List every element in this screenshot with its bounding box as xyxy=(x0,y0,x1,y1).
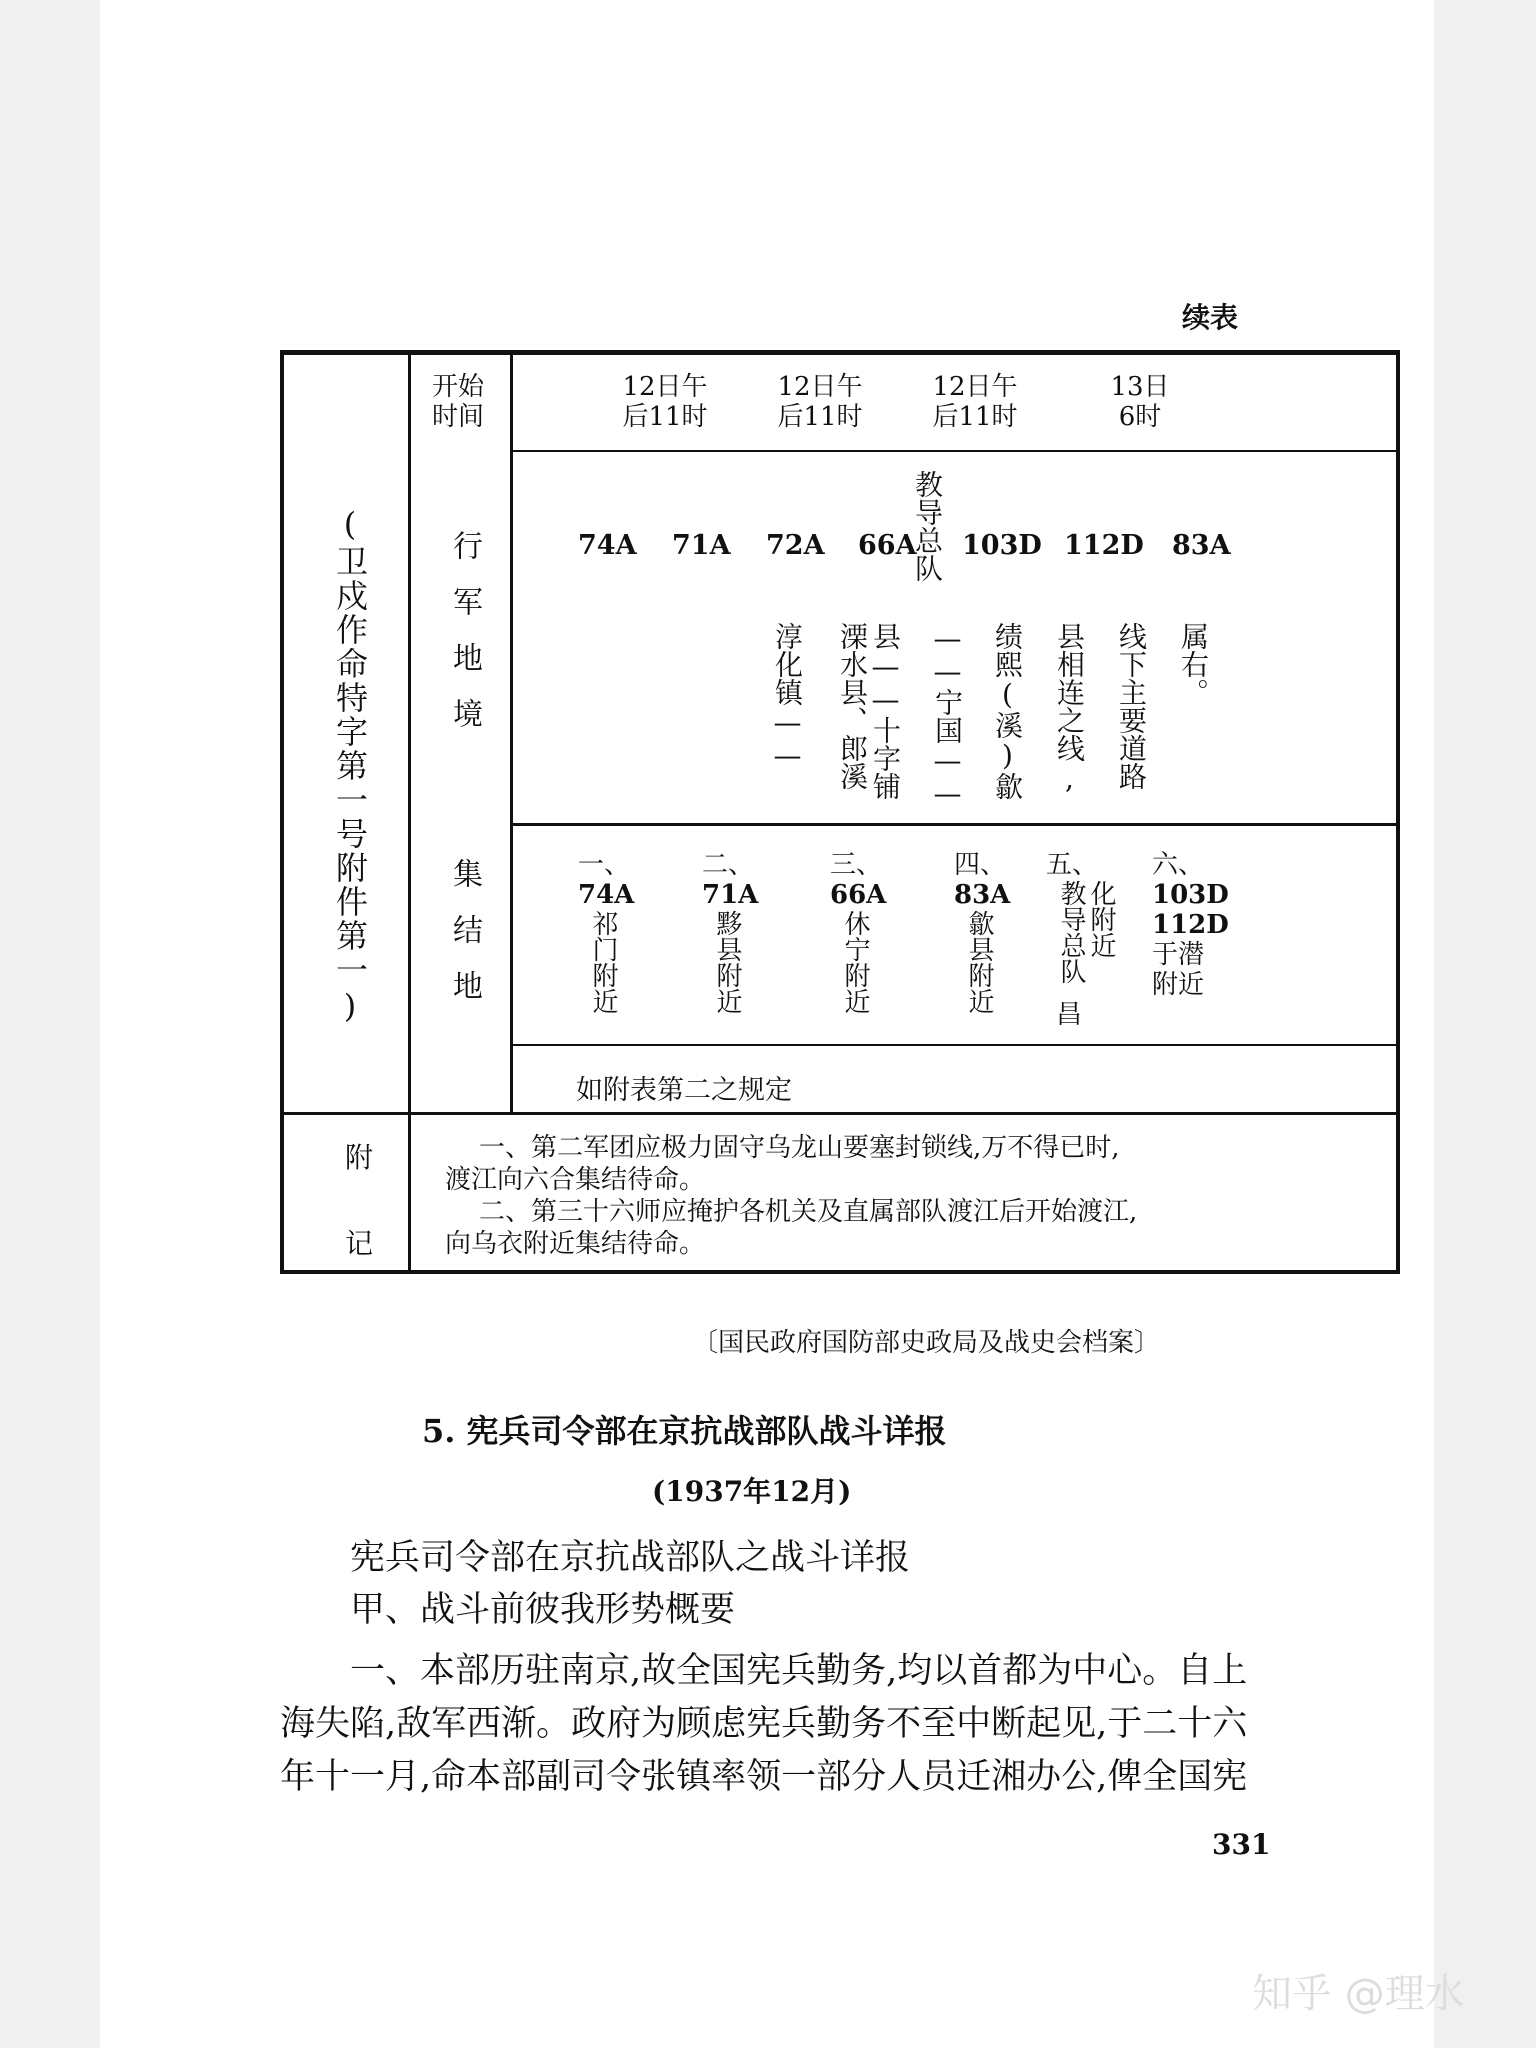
table-col-divider-1 xyxy=(408,352,411,1272)
section-date: (1937年12月) xyxy=(652,1475,852,1508)
table-col-divider-2 xyxy=(510,352,513,1112)
appendix-line: 渡江向六合集结待命。 xyxy=(445,1165,706,1195)
start-time-label-line: 开始 xyxy=(432,372,485,402)
unit-label: 83A xyxy=(1172,530,1231,561)
group-num: 三、 xyxy=(830,850,883,880)
row-divider-3 xyxy=(510,1044,1398,1046)
watermark: 知乎 @理水 xyxy=(1252,1971,1465,2017)
time-line: 12日午 xyxy=(932,372,1018,402)
unit-training-corps: 教导总队 xyxy=(911,470,944,582)
assembly-group xyxy=(1046,850,1156,1040)
group-num: 五、 xyxy=(1046,850,1099,880)
appendix-line: 向乌衣附近集结待命。 xyxy=(445,1229,706,1259)
group-place: 黟县附近 xyxy=(712,910,742,1014)
group-num: 四、 xyxy=(954,850,1007,880)
time-line: 6时 xyxy=(1118,402,1162,432)
boundary-col: 溧水县、郎溪 xyxy=(836,622,869,790)
group-unit: 66A xyxy=(830,880,887,910)
boundary-col: 县——十字铺 xyxy=(869,622,902,800)
group-place: 祁门附近 xyxy=(588,910,618,1014)
start-time-cell xyxy=(1100,372,1180,432)
march-boundary-label: 行军地境 xyxy=(447,530,482,754)
group-num: 六、 xyxy=(1152,850,1205,880)
boundary-col: ——宁国—— xyxy=(931,622,964,810)
start-time-cell xyxy=(765,372,875,432)
group-place: 歙县附近 xyxy=(964,910,994,1014)
time-line: 后11时 xyxy=(932,402,1018,432)
group-num: 二、 xyxy=(702,850,755,880)
group-num: 一、 xyxy=(578,850,631,880)
group-unit: 83A xyxy=(954,880,1011,910)
group-unit: 112D xyxy=(1152,910,1229,940)
unit-label: 74A xyxy=(578,530,637,561)
unit-label: 103D xyxy=(962,530,1042,561)
body-heading-2: 甲、战斗前彼我形势概要 xyxy=(350,1590,736,1630)
start-time-cell xyxy=(920,372,1030,432)
time-line: 后11时 xyxy=(777,402,863,432)
body-heading-1: 宪兵司令部在京抗战部队之战斗详报 xyxy=(350,1538,911,1578)
appendix-label-bottom: 记 xyxy=(345,1227,374,1260)
side-title: (卫戍作命特字第一号附件第一) xyxy=(331,505,369,1027)
appendix-content xyxy=(445,1132,1385,1260)
page-number: 331 xyxy=(1212,1828,1271,1861)
start-time-label-line: 时间 xyxy=(432,402,485,432)
boundary-col: 线下主要道路 xyxy=(1115,622,1148,790)
group-unit: 71A xyxy=(702,880,759,910)
row-divider-2 xyxy=(510,823,1398,826)
time-line: 12日午 xyxy=(777,372,863,402)
time-line: 12日午 xyxy=(622,372,708,402)
group-unit: 教导总队 xyxy=(1056,880,1086,984)
table-right-border xyxy=(1396,352,1400,1272)
assembly-label: 集结地 xyxy=(447,858,482,1026)
assembly-group xyxy=(954,850,1044,1014)
body-line: 年十一月,命本部副司令张镇率领一部分人员迁湘办公,俾全国宪 xyxy=(280,1757,1248,1797)
body-paragraph xyxy=(280,1645,1410,1804)
table-top-border xyxy=(280,350,1400,355)
assembly-group xyxy=(830,850,920,1014)
start-time-label xyxy=(432,372,484,432)
unit-label: 66A xyxy=(858,530,917,561)
time-line: 后11时 xyxy=(622,402,708,432)
appendix-label-top: 附 xyxy=(345,1141,374,1174)
row-divider-4 xyxy=(280,1112,1398,1115)
unit-label: 112D xyxy=(1064,530,1144,561)
assembly-group xyxy=(1152,850,1252,1000)
body-line: 一、本部历驻南京,故全国宪兵勤务,均以首都为中心。自上 xyxy=(350,1651,1248,1691)
appendix-line: 一、第二军团应极力固守乌龙山要塞封锁线,万不得已时, xyxy=(479,1133,1120,1163)
group-place-extra: 昌 xyxy=(1056,1000,1083,1030)
time-line: 13日 xyxy=(1110,372,1170,402)
group-unit: 74A xyxy=(578,880,635,910)
assembly-group xyxy=(578,850,668,1014)
boundary-col: 县相连之线, xyxy=(1053,622,1086,795)
boundary-col: 淳化镇—— xyxy=(771,622,804,772)
group-place: 化附近 xyxy=(1086,880,1116,958)
body-line: 海失陷,敌军西渐。政府为顾虑宪兵勤务不至中断起见,于二十六 xyxy=(280,1704,1248,1744)
group-place: 休宁附近 xyxy=(840,910,870,1014)
group-unit: 103D xyxy=(1152,880,1229,910)
section-title: 5. 宪兵司令部在京抗战部队战斗详报 xyxy=(422,1412,947,1450)
boundary-col: 绩熙(溪)歙 xyxy=(991,622,1024,800)
row-divider-1 xyxy=(510,450,1398,452)
document-page xyxy=(100,0,1434,2048)
boundary-col: 属右。 xyxy=(1177,622,1210,706)
group-place: 于潜附近 xyxy=(1152,940,1205,1000)
table-left-border xyxy=(280,352,284,1272)
assembly-group xyxy=(702,850,792,1014)
source-citation: 〔国民政府国防部史政局及战史会档案〕 xyxy=(692,1328,1161,1358)
unit-label: 72A xyxy=(766,530,825,561)
continued-label: 续表 xyxy=(1182,301,1239,334)
table-note: 如附表第二之规定 xyxy=(576,1075,792,1106)
start-time-cell xyxy=(610,372,720,432)
appendix-line: 二、第三十六师应掩护各机关及直属部队渡江后开始渡江, xyxy=(479,1197,1138,1227)
table-bottom-border xyxy=(280,1270,1400,1274)
unit-label: 71A xyxy=(672,530,731,561)
